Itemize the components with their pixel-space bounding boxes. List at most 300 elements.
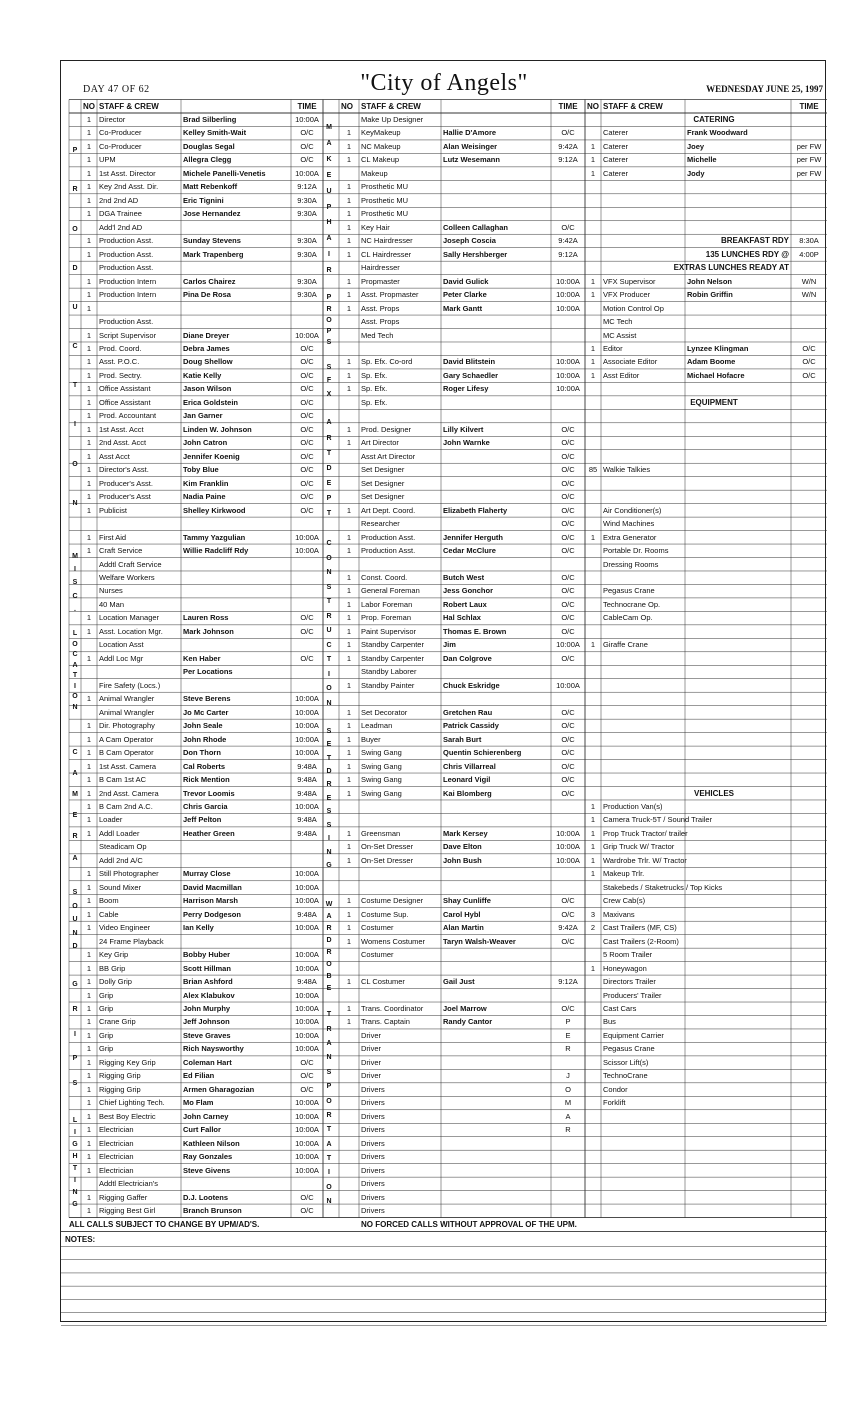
crew-name: Jennifer Koenig bbox=[183, 451, 240, 461]
item-time bbox=[793, 652, 825, 665]
department-label-letter: A bbox=[326, 913, 332, 921]
crew-name: D.J. Lootens bbox=[183, 1192, 229, 1202]
crew-name bbox=[443, 207, 549, 220]
department-label-letter: T bbox=[326, 1126, 332, 1134]
crew-name bbox=[443, 1069, 549, 1082]
department-label-letter: S bbox=[72, 889, 78, 897]
item-count bbox=[587, 207, 599, 220]
crew-name: Michele Panelli-Venetis bbox=[183, 168, 266, 178]
call-time bbox=[293, 571, 321, 584]
item-name bbox=[687, 665, 789, 678]
crew-name: John Catron bbox=[183, 438, 228, 448]
crew-count bbox=[341, 113, 357, 126]
call-sheet bbox=[60, 60, 826, 1322]
crew-count: 1 bbox=[346, 734, 352, 744]
crew-count bbox=[341, 1204, 357, 1217]
crew-name bbox=[443, 1177, 549, 1190]
department-label-letter: G bbox=[72, 1200, 78, 1208]
crew-position bbox=[361, 867, 439, 880]
department-label bbox=[323, 409, 335, 530]
crew-count bbox=[341, 490, 357, 503]
item-name bbox=[687, 679, 789, 692]
item-time: per FW bbox=[796, 168, 822, 178]
crew-name bbox=[443, 113, 549, 126]
department-label-letter: X bbox=[326, 390, 332, 398]
item-description bbox=[603, 1191, 683, 1204]
crew-count: 1 bbox=[346, 977, 352, 987]
crew-name: Dan Colgrove bbox=[443, 653, 492, 663]
crew-count: 1 bbox=[346, 546, 352, 556]
crew-count: 1 bbox=[346, 640, 352, 650]
section-heading: CATERING bbox=[693, 115, 735, 124]
crew-count: 1 bbox=[346, 1017, 352, 1027]
call-time: O/C bbox=[300, 397, 314, 407]
crew-count: 1 bbox=[346, 761, 352, 771]
item-description: Motion Control Op bbox=[603, 303, 664, 313]
department-label-letter: I bbox=[328, 1169, 330, 1177]
item-count bbox=[587, 1083, 599, 1096]
crew-position: Grip bbox=[99, 1030, 114, 1040]
item-count: 1 bbox=[590, 963, 596, 973]
call-time: 10:00A bbox=[295, 707, 319, 717]
crew-position bbox=[361, 813, 439, 826]
item-name bbox=[687, 1204, 789, 1217]
call-time bbox=[293, 517, 321, 530]
item-name: Adam Boome bbox=[687, 357, 736, 367]
department-label-letter: U bbox=[72, 916, 78, 924]
crew-name: Carlos Chairez bbox=[183, 276, 236, 286]
crew-count: 1 bbox=[346, 842, 352, 852]
meal-notice: BREAKFAST RDY bbox=[720, 236, 789, 246]
item-description: Caterer bbox=[603, 155, 629, 165]
item-description bbox=[603, 423, 683, 436]
call-time: O/C bbox=[561, 424, 575, 434]
crew-count bbox=[83, 679, 95, 692]
crew-position: Costumer bbox=[361, 950, 394, 960]
item-name bbox=[687, 948, 789, 961]
item-count bbox=[587, 194, 599, 207]
item-description bbox=[603, 1164, 683, 1177]
item-name bbox=[687, 463, 789, 476]
item-name bbox=[687, 558, 789, 571]
crew-position: On-Set Dresser bbox=[361, 855, 414, 865]
call-time: 10:00A bbox=[295, 748, 319, 758]
item-name bbox=[687, 746, 789, 759]
item-time bbox=[793, 881, 825, 894]
call-time bbox=[553, 113, 583, 126]
item-name bbox=[687, 329, 789, 342]
item-name bbox=[687, 989, 789, 1002]
crew-name: Matt Rebenkoff bbox=[183, 182, 238, 192]
item-time bbox=[793, 867, 825, 880]
crew-count: 1 bbox=[86, 1004, 92, 1014]
crew-position: Standby Painter bbox=[361, 680, 415, 690]
call-time: 9:48A bbox=[297, 761, 317, 771]
item-description: Cast Trailers (2-Room) bbox=[603, 936, 679, 946]
item-description: Cast Cars bbox=[603, 1004, 637, 1014]
department-label bbox=[323, 288, 335, 355]
section-heading: EQUIPMENT bbox=[690, 397, 738, 407]
department-label-letter: O bbox=[72, 640, 78, 648]
call-time bbox=[553, 207, 583, 220]
item-description bbox=[603, 760, 683, 773]
item-count: 1 bbox=[590, 155, 596, 165]
call-time bbox=[293, 598, 321, 611]
crew-position: Fire Safety (Locs.) bbox=[99, 680, 161, 690]
item-count: 1 bbox=[590, 842, 596, 852]
crew-position: Production Intern bbox=[99, 290, 157, 300]
crew-count bbox=[83, 854, 95, 867]
call-time: 10:00A bbox=[556, 842, 580, 852]
item-description bbox=[603, 194, 683, 207]
crew-position: Chief Lighting Tech. bbox=[99, 1098, 165, 1108]
call-time: 9:30A bbox=[297, 290, 317, 300]
crew-count: 1 bbox=[86, 370, 92, 380]
crew-name: Hallie D'Amore bbox=[443, 128, 497, 138]
meal-time bbox=[793, 261, 825, 274]
crew-position: Nurses bbox=[99, 586, 123, 596]
crew-name: Brad Silberling bbox=[183, 115, 237, 124]
call-time: 10:00A bbox=[295, 546, 319, 556]
item-description: Grip Truck W/ Tractor bbox=[603, 842, 675, 852]
department-label-letter: P bbox=[326, 203, 332, 211]
crew-position: Costume Designer bbox=[361, 896, 424, 906]
crew-position: Paint Supervisor bbox=[361, 626, 417, 636]
item-description: Cast Trailers (MF, CS) bbox=[603, 923, 677, 933]
crew-name: Pina De Rosa bbox=[183, 290, 231, 300]
department-label-letter: W bbox=[325, 901, 333, 909]
call-time: 10:00A bbox=[295, 1152, 319, 1162]
item-name bbox=[687, 638, 789, 651]
call-time bbox=[293, 935, 321, 948]
crew-position: Drivers bbox=[361, 1138, 385, 1148]
crew-count: 1 bbox=[346, 236, 352, 246]
column-header-staff: STAFF & CREW bbox=[99, 101, 159, 111]
crew-position: Swing Gang bbox=[361, 788, 402, 798]
crew-position: Still Photographer bbox=[99, 869, 159, 879]
item-count bbox=[587, 894, 599, 907]
item-time bbox=[793, 315, 825, 328]
department-label-letter: O bbox=[72, 902, 78, 910]
crew-count bbox=[83, 221, 95, 234]
item-description bbox=[603, 773, 683, 786]
crew-name: Alan Weisinger bbox=[443, 141, 498, 151]
item-count bbox=[587, 490, 599, 503]
item-time bbox=[793, 706, 825, 719]
crew-name: Cal Roberts bbox=[183, 761, 226, 771]
crew-name: Kelley Smith-Wait bbox=[183, 128, 247, 138]
crew-name: Lauren Ross bbox=[183, 613, 229, 623]
crew-count: 1 bbox=[86, 290, 92, 300]
item-description bbox=[603, 382, 683, 395]
department-label-letter: S bbox=[72, 1080, 78, 1088]
call-time: O/C bbox=[300, 438, 314, 448]
call-time bbox=[553, 881, 583, 894]
column-header-no: NO bbox=[587, 101, 599, 111]
item-description: VFX Supervisor bbox=[603, 276, 656, 286]
call-time bbox=[293, 854, 321, 867]
call-time: 9:30A bbox=[297, 236, 317, 246]
call-time: 10:00A bbox=[556, 357, 580, 367]
call-time: O/C bbox=[561, 761, 575, 771]
crew-count: 1 bbox=[86, 748, 92, 758]
crew-count: 1 bbox=[86, 613, 92, 623]
item-time bbox=[793, 1137, 825, 1150]
department-label-letter: M bbox=[326, 123, 332, 131]
item-description: MC Tech bbox=[603, 317, 633, 327]
crew-count: 1 bbox=[86, 909, 92, 919]
crew-position: Asst Acct bbox=[99, 451, 130, 461]
crew-name bbox=[443, 463, 549, 476]
call-time: O/C bbox=[300, 128, 314, 138]
item-count bbox=[587, 1002, 599, 1015]
item-description: Air Conditioner(s) bbox=[603, 505, 662, 515]
item-time bbox=[793, 450, 825, 463]
crew-name bbox=[183, 584, 289, 597]
call-time bbox=[553, 948, 583, 961]
crew-position: Asst. Props bbox=[361, 303, 400, 313]
item-count bbox=[587, 706, 599, 719]
item-time bbox=[793, 948, 825, 961]
crew-count bbox=[83, 638, 95, 651]
item-name bbox=[687, 180, 789, 193]
crew-position: CL Costumer bbox=[361, 977, 405, 987]
item-description: Prop Truck Tractor/ trailer bbox=[603, 828, 688, 838]
call-time: E bbox=[565, 1030, 571, 1040]
crew-name bbox=[443, 315, 549, 328]
item-description bbox=[603, 1177, 683, 1190]
crew-count: 1 bbox=[86, 721, 92, 731]
crew-name: Kai Blomberg bbox=[443, 788, 492, 798]
column-header-time: TIME bbox=[558, 101, 578, 111]
crew-name: Armen Gharagozian bbox=[183, 1084, 255, 1094]
call-time: O/C bbox=[300, 1084, 314, 1094]
department-label-letter: O bbox=[72, 460, 78, 468]
crew-position: Location Manager bbox=[99, 613, 160, 623]
call-time: O/C bbox=[561, 734, 575, 744]
department-label bbox=[69, 625, 81, 719]
crew-name: Katie Kelly bbox=[183, 370, 222, 380]
item-name: Jody bbox=[687, 168, 705, 178]
crew-count: 1 bbox=[86, 801, 92, 811]
department-label-letter: T bbox=[326, 449, 332, 457]
calls-change-notice: ALL CALLS SUBJECT TO CHANGE BY UPM/AD'S. bbox=[69, 1219, 260, 1229]
call-time: 9:12A bbox=[558, 155, 578, 165]
item-description: Dressing Rooms bbox=[603, 559, 659, 569]
department-label bbox=[323, 355, 335, 409]
call-time: O/C bbox=[561, 586, 575, 596]
crew-count: 1 bbox=[86, 128, 92, 138]
crew-position: Drivers bbox=[361, 1084, 385, 1094]
call-time: O/C bbox=[300, 1057, 314, 1067]
call-time: O/C bbox=[561, 909, 575, 919]
crew-position: Drivers bbox=[361, 1192, 385, 1202]
item-description bbox=[603, 706, 683, 719]
crew-name bbox=[443, 692, 549, 705]
crew-name bbox=[443, 1137, 549, 1150]
crew-count: 1 bbox=[346, 788, 352, 798]
crew-name: Ken Haber bbox=[183, 653, 221, 663]
crew-position: Sp. Efx. Co-ord bbox=[361, 357, 413, 367]
department-label-letter: O bbox=[326, 1183, 332, 1191]
call-time: 9:12A bbox=[297, 182, 317, 192]
item-count bbox=[587, 1110, 599, 1123]
item-description bbox=[603, 490, 683, 503]
crew-count: 1 bbox=[346, 748, 352, 758]
crew-count: 1 bbox=[86, 249, 92, 259]
crew-count: 1 bbox=[346, 290, 352, 300]
call-time: O/C bbox=[561, 626, 575, 636]
crew-position: Production Asst. bbox=[99, 236, 154, 246]
item-time bbox=[793, 584, 825, 597]
crew-count bbox=[341, 463, 357, 476]
item-time bbox=[793, 840, 825, 853]
item-time bbox=[793, 760, 825, 773]
crew-name bbox=[183, 854, 289, 867]
crew-name bbox=[183, 302, 289, 315]
crew-count: 1 bbox=[86, 357, 92, 367]
crew-position: Dir. Photography bbox=[99, 721, 155, 731]
item-count bbox=[587, 517, 599, 530]
crew-position: Set Designer bbox=[361, 492, 405, 502]
crew-position: Grip bbox=[99, 990, 114, 1000]
item-count bbox=[587, 1191, 599, 1204]
crew-position: B Cam 2nd A.C. bbox=[99, 801, 153, 811]
crew-count: 1 bbox=[86, 195, 92, 205]
item-description: Scissor Lift(s) bbox=[603, 1057, 649, 1067]
crew-position: 1st Asst. Director bbox=[99, 168, 156, 178]
crew-count: 1 bbox=[86, 1071, 92, 1081]
crew-count bbox=[341, 1123, 357, 1136]
department-label-letter: I bbox=[328, 835, 330, 843]
column-header-no: NO bbox=[83, 101, 95, 111]
crew-name: Gary Schaedler bbox=[443, 370, 499, 380]
crew-name: Jan Garner bbox=[183, 411, 223, 421]
item-name bbox=[687, 477, 789, 490]
crew-name bbox=[443, 1042, 549, 1055]
call-time: 10:00A bbox=[295, 330, 319, 340]
item-time bbox=[793, 638, 825, 651]
crew-position: Rigging Key Grip bbox=[99, 1057, 156, 1067]
item-description: Forklift bbox=[603, 1098, 626, 1108]
crew-position: On-Set Dresser bbox=[361, 842, 414, 852]
item-description bbox=[603, 1110, 683, 1123]
item-name bbox=[687, 382, 789, 395]
call-time bbox=[293, 679, 321, 692]
crew-count: 1 bbox=[346, 532, 352, 542]
item-time bbox=[793, 490, 825, 503]
call-time: O/C bbox=[300, 1192, 314, 1202]
item-description bbox=[603, 180, 683, 193]
crew-position: Electrician bbox=[99, 1138, 134, 1148]
call-time: O/C bbox=[561, 222, 575, 232]
department-label-letter: E bbox=[326, 741, 332, 749]
item-time bbox=[793, 1177, 825, 1190]
item-time bbox=[793, 800, 825, 813]
department-label-letter: I bbox=[74, 1176, 76, 1184]
call-time bbox=[293, 840, 321, 853]
crew-count: 1 bbox=[86, 451, 92, 461]
crew-count: 1 bbox=[86, 182, 92, 192]
crew-name: Randy Cantor bbox=[443, 1017, 493, 1027]
call-time bbox=[293, 584, 321, 597]
crew-name: Chuck Eskridge bbox=[443, 680, 500, 690]
crew-count: 1 bbox=[86, 303, 92, 313]
crew-count bbox=[341, 1069, 357, 1082]
crew-count: 1 bbox=[86, 950, 92, 960]
department-label-letter: B bbox=[326, 973, 332, 981]
department-label-letter: A bbox=[72, 769, 78, 777]
crew-position: Asst. P.O.C. bbox=[99, 357, 140, 367]
crew-position: KeyMakeup bbox=[361, 128, 401, 138]
crew-name bbox=[443, 1029, 549, 1042]
crew-position: Trans. Coordinator bbox=[361, 1004, 424, 1014]
item-name bbox=[687, 531, 789, 544]
item-description bbox=[603, 679, 683, 692]
crew-position: UPM bbox=[99, 155, 116, 165]
crew-name bbox=[183, 261, 289, 274]
item-time: W/N bbox=[801, 290, 817, 300]
call-time: O/C bbox=[300, 505, 314, 515]
call-time bbox=[553, 396, 583, 409]
crew-position: BB Grip bbox=[99, 963, 126, 973]
crew-name: Mo Flam bbox=[183, 1098, 214, 1108]
crew-position: General Foreman bbox=[361, 586, 420, 596]
crew-name bbox=[443, 800, 549, 813]
call-time: O/C bbox=[561, 775, 575, 785]
crew-count: 1 bbox=[86, 694, 92, 704]
crew-name bbox=[443, 558, 549, 571]
item-count bbox=[587, 679, 599, 692]
crew-position: Greensman bbox=[361, 828, 401, 838]
crew-name: Roger Lifesy bbox=[443, 384, 489, 394]
crew-position: Production Asst. bbox=[99, 317, 154, 327]
crew-position bbox=[361, 558, 439, 571]
department-label-letter: A bbox=[326, 235, 332, 243]
call-time: O/C bbox=[300, 613, 314, 623]
crew-name bbox=[183, 571, 289, 584]
department-label-letter: O bbox=[326, 1097, 332, 1105]
crew-name: Nadia Paine bbox=[183, 492, 226, 502]
crew-position: Set Designer bbox=[361, 478, 405, 488]
department-label-letter: R bbox=[72, 1005, 78, 1013]
item-description: Wind Machines bbox=[603, 519, 655, 529]
department-label-letter: F bbox=[326, 377, 332, 385]
item-name bbox=[687, 1137, 789, 1150]
call-time: 10:00A bbox=[295, 168, 319, 178]
crew-name: Jess Gonchor bbox=[443, 586, 494, 596]
crew-count: 1 bbox=[346, 195, 352, 205]
crew-position: Sp. Efx. bbox=[361, 370, 388, 380]
item-count: 1 bbox=[590, 532, 596, 542]
crew-position: First Aid bbox=[99, 532, 127, 542]
crew-name: David Blitstein bbox=[443, 357, 496, 367]
item-name bbox=[687, 504, 789, 517]
crew-count bbox=[83, 598, 95, 611]
call-time: O/C bbox=[300, 653, 314, 663]
item-time bbox=[793, 382, 825, 395]
department-label-letter: T bbox=[326, 1155, 332, 1163]
item-description bbox=[603, 1204, 683, 1217]
crew-name bbox=[183, 1177, 289, 1190]
crew-position: Video Engineer bbox=[99, 923, 151, 933]
call-time: 9:48A bbox=[297, 788, 317, 798]
crew-name: Sunday Stevens bbox=[183, 236, 241, 246]
item-time bbox=[793, 1096, 825, 1109]
crew-position: Prosthetic MU bbox=[361, 209, 409, 219]
item-time bbox=[793, 611, 825, 624]
crew-count: 1 bbox=[86, 1138, 92, 1148]
